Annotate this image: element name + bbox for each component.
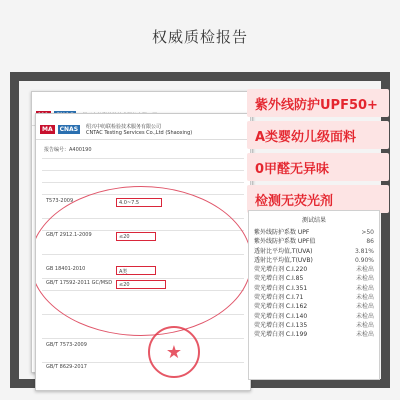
ma-logo: MA [42,126,53,133]
result-row: 荧光增白剂 C.I.135 未检出 [254,321,374,329]
cnas-logo: CNAS [59,126,79,133]
table-divider [42,362,244,363]
table-divider [42,158,244,159]
result-row: 紫外线防护系数 UPF >50 [254,229,374,236]
results-title: 测试结果 [301,217,326,224]
highlight-box: A类 [116,266,156,275]
test-standard: GB 18401-2010 [46,266,86,272]
highlight-box: ≤20 [116,280,166,289]
report-header [36,120,250,140]
result-row: 紫外线防护系数 UPF值 86 [254,238,374,246]
result-row: 透射比平均值,T(UVB) 0.90% [254,256,374,264]
result-row: 荧光增白剂 C.I.220 未检出 [254,266,374,274]
result-row: 荧光增白剂 C.I.162 未检出 [254,303,374,311]
feature-badge-upf: 紫外线防护UPF50+ [247,89,389,117]
result-row: 透射比平均值,T(UVA) 3.81% [254,247,374,255]
feature-badge-formaldehyde: 0甲醛无异味 [247,153,389,181]
report-number: 报告编号：A400190 [44,147,92,153]
report-org-name: 绍兴中纺联检验技术服务有限公司 CNTAC Testing Services Co.,Ltd (Shaoxing) [86,123,193,136]
feature-badge-infant-grade: A类婴幼儿级面料 [247,121,389,149]
result-row: 荧光增白剂 C.I.199 未检出 [254,331,374,339]
test-standard: GB/T 17592-2011 GC/MSD [46,280,113,286]
result-row: 荧光增白剂 C.I.351 未检出 [254,284,374,292]
table-divider [42,182,244,183]
report-document-front [35,113,251,391]
test-standard: GB/T 8629-2017 [46,364,87,370]
highlight-box: 4.0~7.5 [116,198,162,207]
feature-badge-fluorescent: 检测无荧光剂 [247,185,389,213]
test-standard: GB/T 7573-2009 [46,342,87,348]
test-results-card [248,210,380,380]
result-row: 荧光增白剂 C.I.71 未检出 [254,294,374,302]
page-title: 权威质检报告 [151,28,248,46]
test-standard: GB/T 2912.1-2009 [46,232,92,238]
highlight-circle [35,186,251,336]
table-divider [42,338,244,339]
result-row: 荧光增白剂 C.I.140 未检出 [254,312,374,320]
official-seal-icon: ★ [148,326,200,378]
highlight-box: ≤20 [116,232,156,241]
result-row: 荧光增白剂 C.I.85 未检出 [254,275,374,283]
table-divider [42,170,244,171]
test-standard: T573-2009 [46,198,74,204]
